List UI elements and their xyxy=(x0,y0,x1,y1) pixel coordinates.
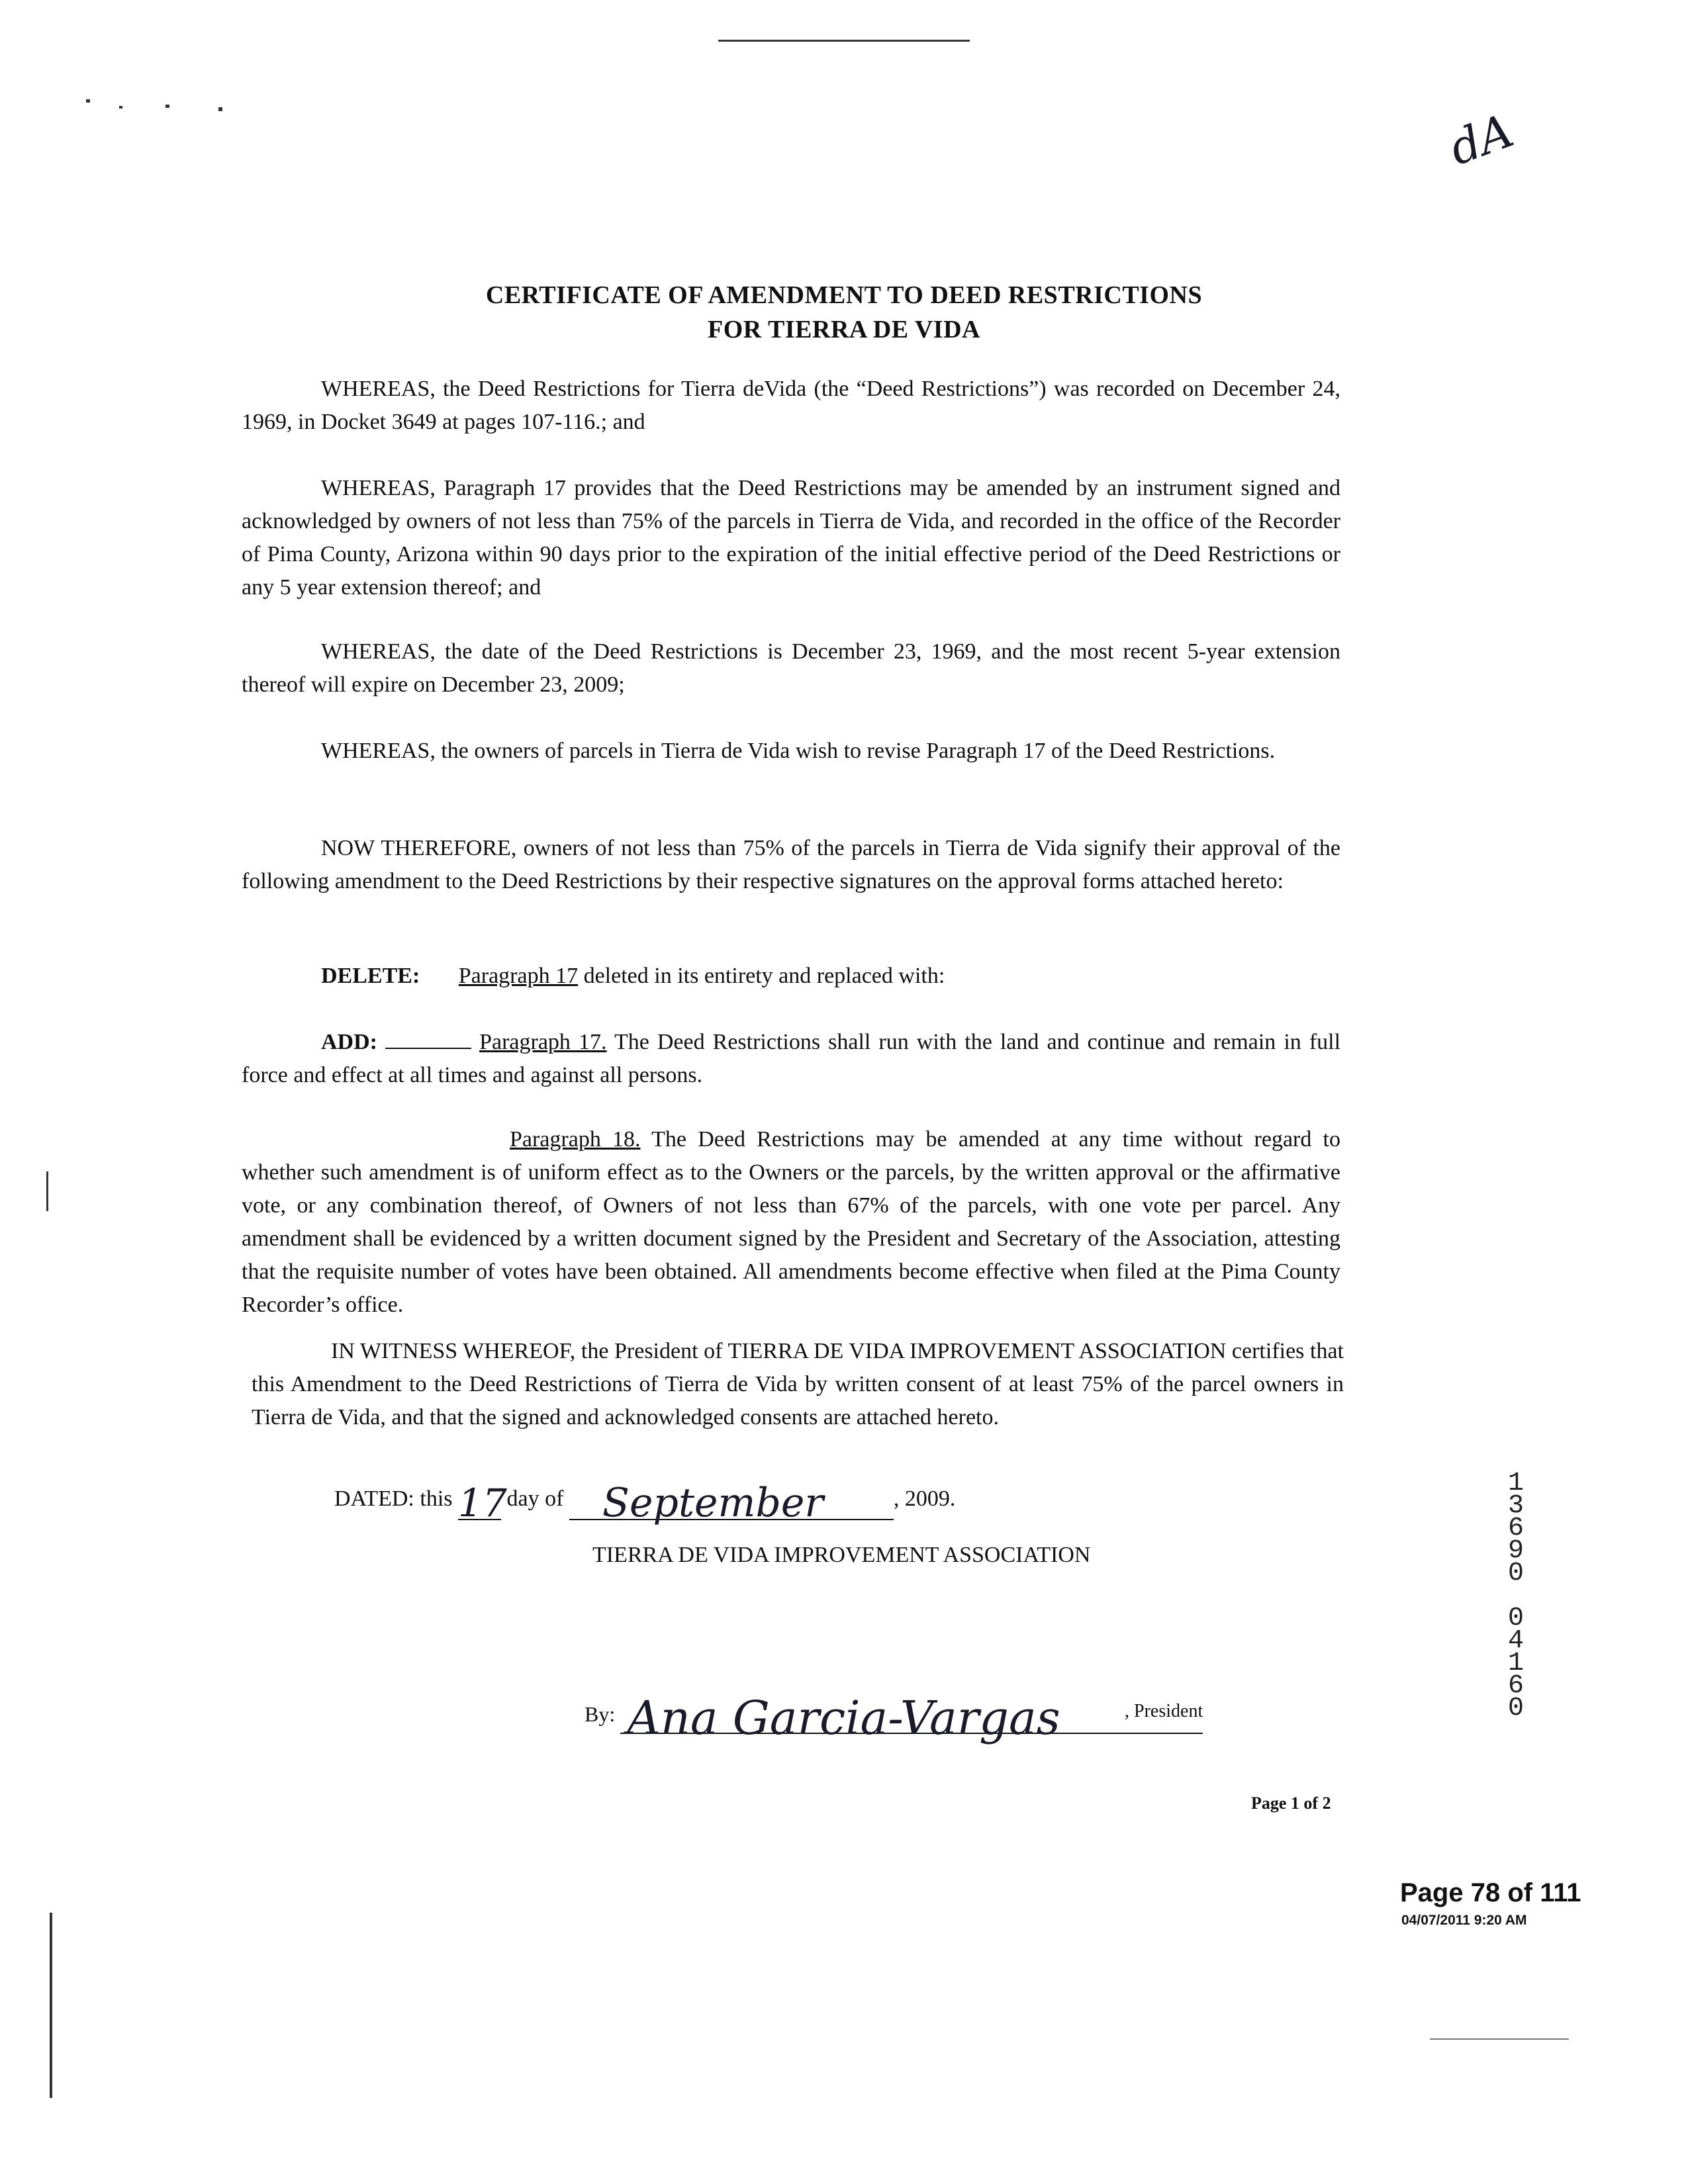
witness-paragraph: IN WITNESS WHEREOF, the President of TIERRA DE VIDA IMPROVEMENT ASSOCIATION certifies that this Amendment to the Deed Restrictions of Tierra de Vida by written consent of at least 75% of the parcel owners in Tierra de Vida, and that the signed and acknowledged consents are attached hereto. xyxy=(252,1339,1344,1430)
whereas-paragraph-2: WHEREAS, Paragraph 17 provides that the Deed Restrictions may be amended by an instrument signed and acknowledged by owners of not less than 75% of the parcels in Tierra de Vida, and recorded in the office of the Recorder of Pima County, Arizona within 90 days prior to the expiration of the initial effective period of the Deed Restrictions or any 5 year extension thereof; and xyxy=(242,476,1340,600)
scan-bar-left xyxy=(50,1913,52,2098)
dated-month-handwritten: September xyxy=(602,1480,824,1526)
margin-handwritten-mark: dA xyxy=(1442,103,1521,176)
scan-speck xyxy=(165,105,169,108)
scan-speck xyxy=(86,99,90,103)
dated-month-field xyxy=(569,1479,894,1526)
signature-handwritten: Ana Garcia-Vargas xyxy=(627,1691,1060,1745)
dated-suffix: , 2009. xyxy=(893,1486,956,1511)
delete-label: DELETE: xyxy=(321,964,420,988)
page-of-label: Page 1 of 2 xyxy=(1251,1794,1331,1813)
scan-speck xyxy=(218,107,222,111)
signature-line xyxy=(585,1691,1203,1745)
title-line-1: CERTIFICATE OF AMENDMENT TO DEED RESTRICTIONS xyxy=(485,281,1203,309)
delete-paragraph-ref: Paragraph 17 xyxy=(458,964,579,988)
now-therefore-paragraph: NOW THEREFORE, owners of not less than 75% of the parcels in Tierra de Vida signify their approval of the following amendment to the Deed Restrictions by their respective signatures on the approval forms attached hereto: xyxy=(242,836,1340,893)
add-text: The Deed Restrictions shall run with the land and continue and remain in full force and effect at all times and against all persons. xyxy=(242,1030,1341,1087)
dated-line xyxy=(334,1479,956,1526)
dated-prefix: DATED: this xyxy=(334,1486,453,1511)
whereas-paragraph-3: WHEREAS, the date of the Deed Restrictions is December 23, 1969, and the most recent 5-year extension thereof will expire on December 23, 2009; xyxy=(242,639,1340,697)
footer-page-number: Page 78 of 111 xyxy=(1400,1878,1581,1907)
title-line-2: FOR TIERRA DE VIDA xyxy=(708,316,980,343)
signature-by-label: By: xyxy=(585,1702,616,1726)
dated-day-handwritten: 17 xyxy=(458,1480,507,1525)
add-label: ADD: xyxy=(321,1030,377,1054)
scan-line-bottom xyxy=(1430,2038,1569,2040)
whereas-paragraph-1: WHEREAS, the Deed Restrictions for Tierra deVida (the “Deed Restrictions”) was recorded on December 24, 1969, in Docket 3649 at pages 107-116.; and xyxy=(242,377,1340,434)
signature-field xyxy=(620,1691,1203,1745)
paragraph-18-ref: Paragraph 18. xyxy=(510,1127,641,1152)
paragraph-18-text: The Deed Restrictions may be amended at any time without regard to whether such amendment is of uniform effect as to the Owners or the parcels, by the written approval or the affirmative vote, or any combination thereof, of Owners of not less than 67% of the parcels, with one vote per parcel. Any amendment shall be evidenced by a written document signed by the President and Secretary of the Association, attesting that the requisite number of votes have been obtained. All amendments become effective when filed at the Pima County Recorder’s office. xyxy=(242,1127,1341,1317)
paragraph-18 xyxy=(242,1123,1340,1322)
association-name: TIERRA DE VIDA IMPROVEMENT ASSOCIATION xyxy=(592,1543,1091,1567)
scan-speck xyxy=(119,106,122,109)
add-section xyxy=(242,1026,1340,1092)
recording-number-vertical: 1 3 6 9 0 0 4 1 6 0 xyxy=(1507,1469,1524,1723)
signature-title: , President xyxy=(1125,1701,1203,1721)
add-blank-line xyxy=(385,1028,471,1049)
dated-mid: day of xyxy=(506,1486,564,1511)
scan-line-top xyxy=(718,40,970,42)
scan-mark-left xyxy=(46,1171,48,1211)
delete-section xyxy=(242,960,1340,993)
document-title xyxy=(0,278,1688,347)
add-paragraph-ref: Paragraph 17. xyxy=(479,1030,607,1054)
whereas-paragraph-4: WHEREAS, the owners of parcels in Tierra de Vida wish to revise Paragraph 17 of the Deed Restrictions. xyxy=(321,739,1276,763)
dated-day-field xyxy=(458,1479,507,1525)
footer-timestamp: 04/07/2011 9:20 AM xyxy=(1401,1913,1527,1928)
delete-text: deleted in its entirety and replaced with: xyxy=(583,964,945,988)
